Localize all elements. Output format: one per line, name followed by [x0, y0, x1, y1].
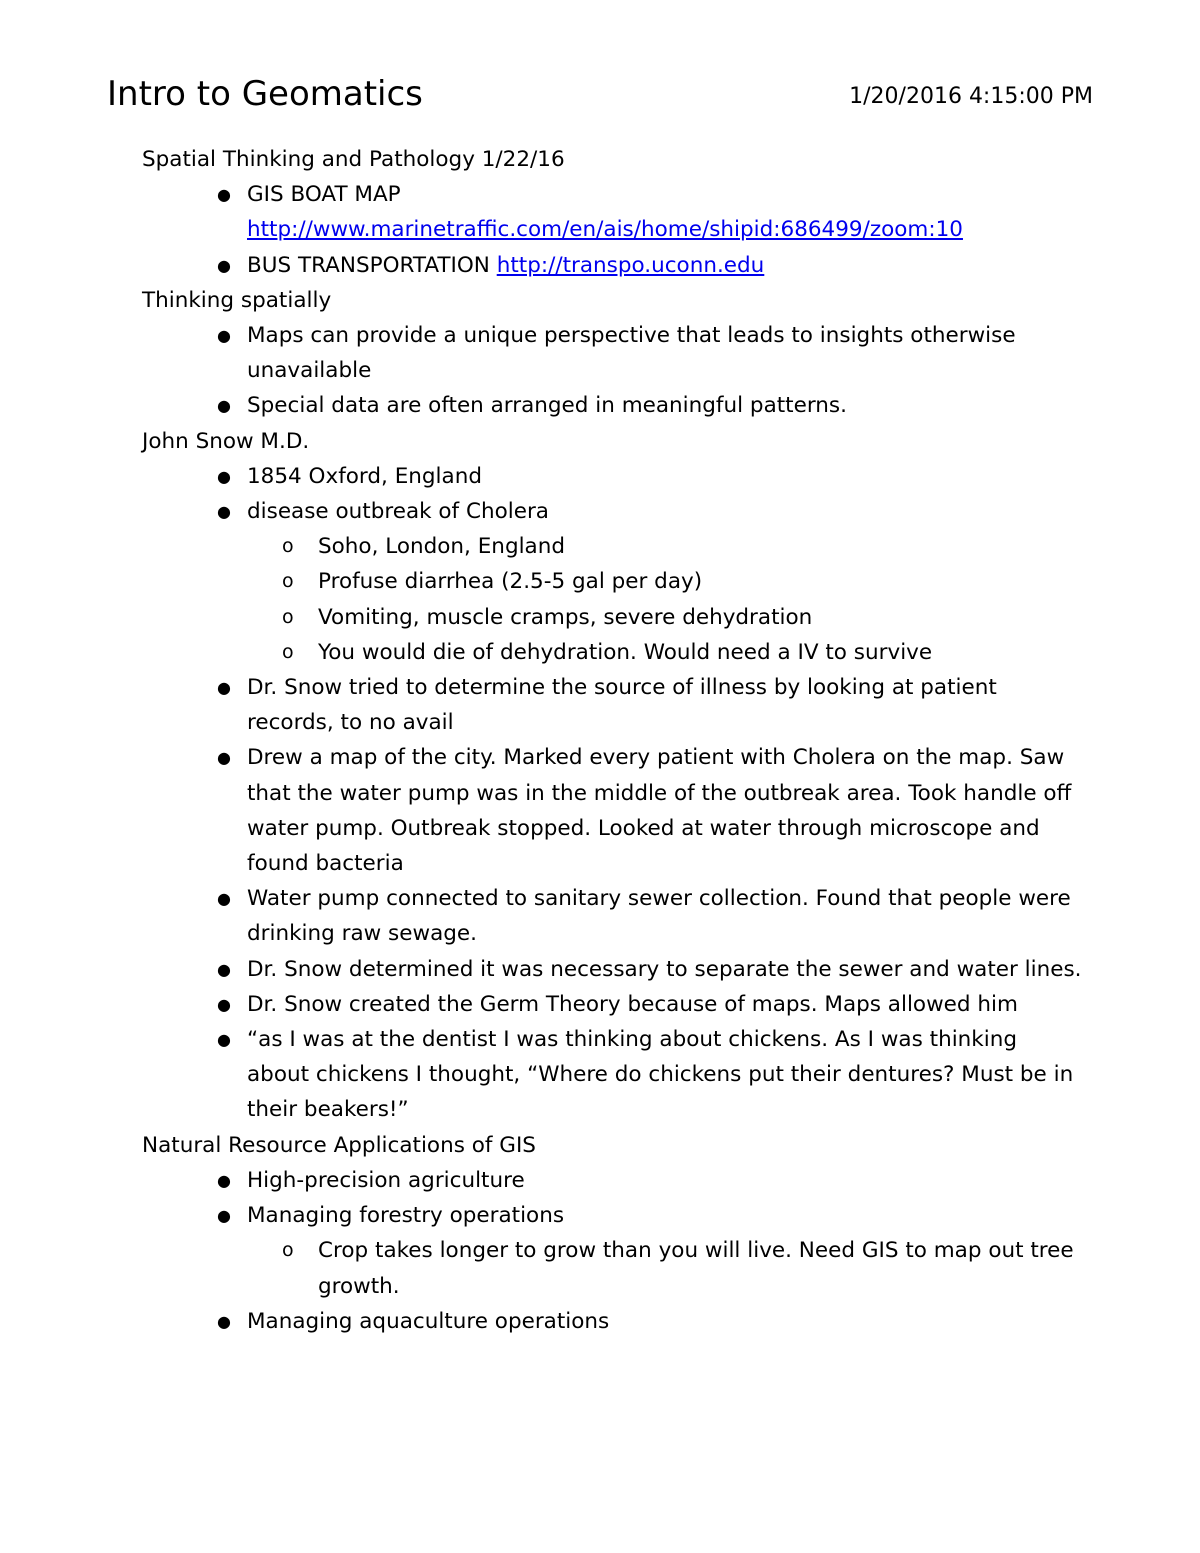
sub-list-item	[282, 529, 1082, 564]
section-heading: John Snow M.D.	[142, 428, 310, 454]
list-item	[217, 177, 1082, 247]
bullet-list	[142, 318, 1082, 424]
bullet-icon: ●	[217, 1170, 231, 1190]
list-item-text: Maps can provide a unique perspective that leads to insights otherwise unavailable	[247, 323, 1016, 384]
section-heading: Thinking spatially	[142, 287, 332, 313]
sub-list-item-text: You would die of dehydration. Would need a IV to survive	[318, 639, 933, 665]
list-item	[217, 1022, 1082, 1128]
bullet-icon: ●	[217, 326, 231, 346]
bullet-icon: ●	[217, 748, 231, 768]
list-item-text: Managing forestry operations	[247, 1203, 565, 1229]
section-heading: Natural Resource Applications of GIS	[142, 1132, 536, 1158]
list-item-text: disease outbreak of Cholera	[247, 499, 549, 525]
bullet-icon: ●	[217, 255, 231, 275]
bullet-list	[142, 177, 1082, 283]
bullet-icon: ●	[217, 678, 231, 698]
list-item	[217, 248, 1082, 283]
list-item	[217, 494, 1082, 670]
list-item-text: BUS TRANSPORTATION	[247, 252, 490, 278]
bullet-icon: ●	[217, 502, 231, 522]
bullet-icon: ●	[217, 185, 231, 205]
list-item	[217, 1198, 1082, 1304]
bullet-icon: ●	[217, 466, 231, 486]
sub-bullet-list	[247, 1233, 1082, 1303]
sub-list-item	[282, 1233, 1082, 1303]
list-item	[217, 881, 1082, 951]
bullet-icon: ●	[217, 396, 231, 416]
list-item	[217, 952, 1082, 987]
sub-list-item-text: Profuse diarrhea (2.5-5 gal per day)	[318, 569, 703, 595]
section-john-snow	[142, 424, 1082, 1128]
bullet-icon: ●	[217, 1030, 231, 1050]
list-item-text: Dr. Snow tried to determine the source of illness by looking at patient records, to no avail	[247, 675, 997, 736]
list-item	[217, 1304, 1082, 1339]
bus-transportation-link[interactable]: http://transpo.uconn.edu	[496, 252, 765, 278]
list-item-text: Water pump connected to sanitary sewer collection. Found that people were drinking raw sewage.	[247, 886, 1071, 947]
list-item-text: 1854 Oxford, England	[247, 463, 482, 489]
circle-bullet-icon: o	[282, 605, 294, 628]
list-item	[217, 1163, 1082, 1198]
circle-bullet-icon: o	[282, 535, 294, 558]
document-header	[107, 72, 1093, 122]
list-item	[217, 740, 1082, 881]
sub-list-item	[282, 564, 1082, 599]
list-item	[217, 318, 1082, 388]
section-spatial-thinking	[142, 142, 1082, 283]
bullet-list	[142, 1163, 1082, 1339]
circle-bullet-icon: o	[282, 640, 294, 663]
list-item	[217, 987, 1082, 1022]
bullet-icon: ●	[217, 994, 231, 1014]
sub-list-item	[282, 635, 1082, 670]
section-heading: Spatial Thinking and Pathology 1/22/16	[142, 147, 565, 172]
document-title: Intro to Geomatics	[107, 74, 423, 114]
bullet-icon: ●	[217, 959, 231, 979]
list-item-text: “as I was at the dentist I was thinking about chickens. As I was thinking about chickens I thought, “Where do chickens put their dentures? Must be in their beakers!”	[247, 1027, 1074, 1123]
list-item	[217, 388, 1082, 423]
notes-content	[142, 142, 1082, 1339]
list-item-text: Managing aquaculture operations	[247, 1308, 610, 1334]
bullet-icon: ●	[217, 889, 231, 909]
bullet-icon: ●	[217, 1311, 231, 1331]
section-thinking-spatially	[142, 283, 1082, 424]
sub-list-item-text: Crop takes longer to grow than you will live. Need GIS to map out tree growth.	[318, 1238, 1074, 1299]
boat-map-link[interactable]: http://www.marinetraffic.com/en/ais/home/shipid:686499/zoom:10	[247, 217, 963, 243]
list-item	[217, 459, 1082, 494]
circle-bullet-icon: o	[282, 570, 294, 593]
list-item-text: Special data are often arranged in meaningful patterns.	[247, 393, 847, 419]
sub-bullet-list	[247, 529, 1082, 670]
list-item-text: High-precision agriculture	[247, 1167, 525, 1193]
circle-bullet-icon: o	[282, 1239, 294, 1262]
sub-list-item-text: Soho, London, England	[318, 534, 566, 560]
list-item-text: Dr. Snow created the Germ Theory because of maps. Maps allowed him	[247, 991, 1018, 1017]
list-item-text: Drew a map of the city. Marked every patient with Cholera on the map. Saw that the water pump was in the middle of the outbreak area. Took handle off water pump. Outbreak stopped. Looked at water through microscope and found bacteria	[247, 745, 1072, 877]
bullet-list	[142, 459, 1082, 1128]
bullet-icon: ●	[217, 1206, 231, 1226]
document-datetime: 1/20/2016 4:15:00 PM	[849, 84, 1093, 109]
sub-list-item	[282, 600, 1082, 635]
list-item-text: GIS BOAT MAP	[247, 182, 401, 208]
sub-list-item-text: Vomiting, muscle cramps, severe dehydration	[318, 604, 813, 630]
section-natural-resource-applications	[142, 1128, 1082, 1339]
list-item	[217, 670, 1082, 740]
list-item-text: Dr. Snow determined it was necessary to separate the sewer and water lines.	[247, 956, 1082, 982]
